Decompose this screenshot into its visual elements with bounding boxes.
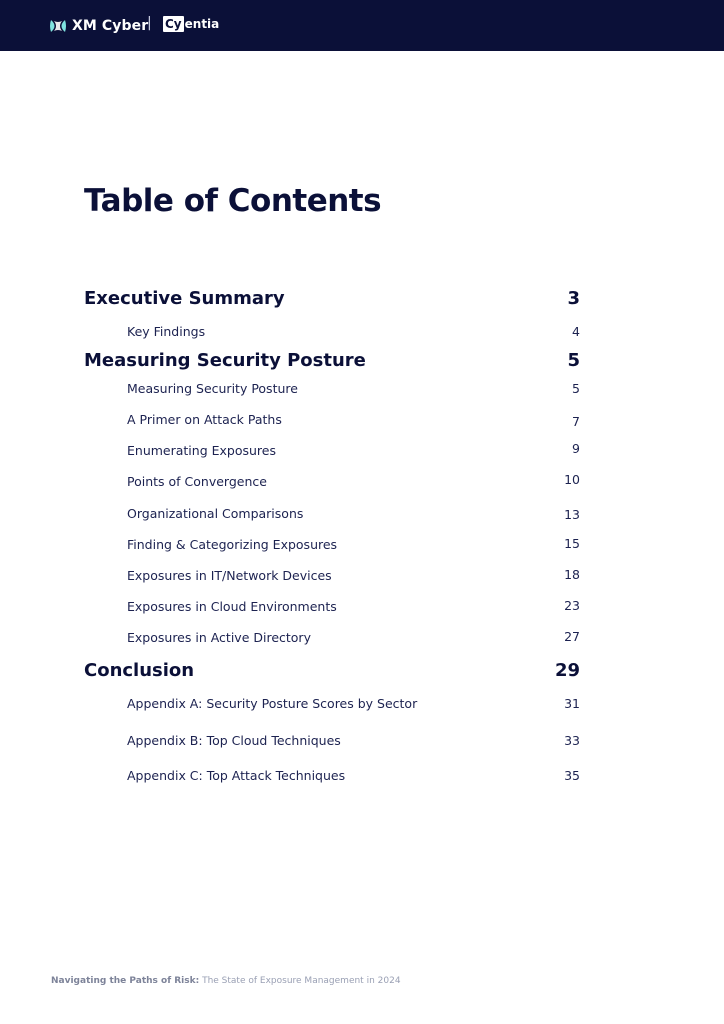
toc-entry-page: 15 bbox=[564, 536, 580, 551]
toc-entry-title: Points of Convergence bbox=[127, 474, 267, 489]
footer-report-subtitle: The State of Exposure Management in 2024 bbox=[199, 976, 401, 986]
toc-entry-page: 7 bbox=[572, 414, 580, 429]
toc-entry-title: Finding & Categorizing Exposures bbox=[127, 537, 338, 552]
toc-entry-title: Measuring Security Posture bbox=[127, 381, 298, 396]
toc-entry-title: Conclusion bbox=[84, 660, 195, 681]
toc-entry-title: Appendix C: Top Attack Techniques bbox=[127, 768, 346, 783]
toc-entry-page: 10 bbox=[564, 472, 580, 487]
toc-entry-title: Organizational Comparisons bbox=[127, 506, 304, 521]
toc-entry-page: 4 bbox=[572, 324, 580, 339]
toc-entry-page: 29 bbox=[554, 660, 580, 681]
cyentia-logo-box: Cy bbox=[165, 17, 182, 31]
toc-entry-title: Enumerating Exposures bbox=[127, 443, 276, 458]
toc-entry-page: 27 bbox=[564, 629, 580, 644]
toc-entry-title: A Primer on Attack Paths bbox=[127, 412, 282, 427]
xm-cyber-logo bbox=[49, 17, 148, 35]
toc-entry-page: 33 bbox=[564, 733, 580, 748]
page-footer bbox=[51, 976, 401, 986]
page-title: Table of Contents bbox=[84, 183, 382, 219]
cyentia-logo bbox=[163, 16, 219, 32]
toc-entry-page: 9 bbox=[572, 441, 580, 456]
toc-entry-page: 23 bbox=[564, 598, 580, 613]
toc-entry-page: 5 bbox=[572, 381, 580, 396]
toc-entry-page: 3 bbox=[567, 288, 580, 309]
toc-entry-page: 18 bbox=[564, 567, 580, 582]
toc-entry-page: 31 bbox=[564, 696, 580, 711]
toc-entry-page: 35 bbox=[564, 768, 580, 783]
header-bar bbox=[0, 0, 724, 51]
toc-entry-title: Executive Summary bbox=[84, 288, 285, 309]
header-divider: | bbox=[147, 15, 152, 31]
toc-entry-title: Appendix A: Security Posture Scores by Sector bbox=[127, 696, 418, 711]
toc-entry-page: 13 bbox=[564, 507, 580, 522]
cyentia-logo-text: entia bbox=[184, 17, 220, 31]
toc-entry-title: Exposures in IT/Network Devices bbox=[127, 568, 332, 583]
xm-cyber-logo-icon bbox=[49, 17, 67, 35]
toc-entry-title: Appendix B: Top Cloud Techniques bbox=[127, 733, 341, 748]
brand-name: XM Cyber bbox=[72, 18, 149, 34]
toc-entry-title: Measuring Security Posture bbox=[84, 350, 366, 371]
footer-report-title: Navigating the Paths of Risk: bbox=[51, 976, 200, 986]
toc-entry-title: Exposures in Cloud Environments bbox=[127, 599, 337, 614]
toc-entry-title: Key Findings bbox=[127, 324, 206, 339]
toc-entry-title: Exposures in Active Directory bbox=[127, 630, 311, 645]
toc-entry-page: 5 bbox=[567, 350, 580, 371]
